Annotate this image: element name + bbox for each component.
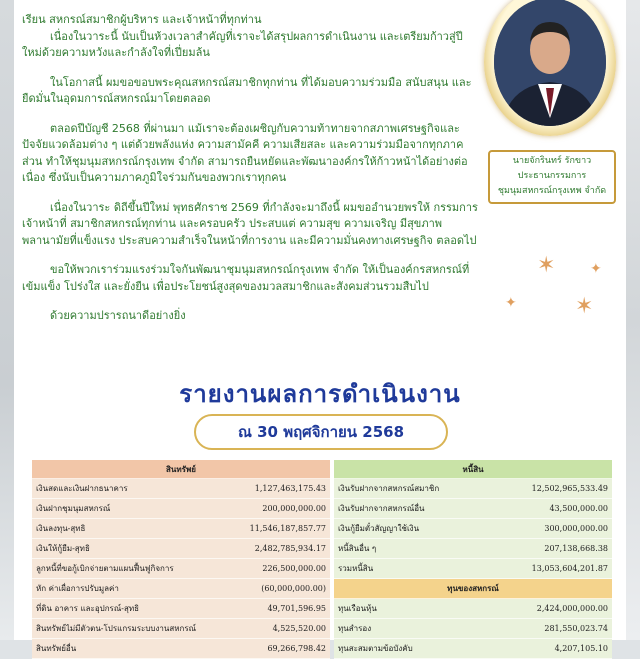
letter-paragraph: ขอให้พวกเราร่วมแรงร่วมใจกันพัฒนาชุมนุมสหกรณ์กรุงเทพ จำกัด ให้เป็นองค์กรสหกรณ์ที่ เข้มแข็ง โปร่งใส และยั่งยืน เพื่อประโยชน์สูงสุดของมวลสมาชิกและสังคมส่วนรวมสืบไป (22, 263, 470, 293)
letter-paragraph: เนื่องในวาระ ดิถีขึ้นปีใหม่ พุทธศักราช 2569 ที่กำลังจะมาถึงนี้ ผมขออำนวยพรให้ กรรมการ เจ้าหน้าที่ สมาชิกสหกรณ์ทุกท่าน และครอบครัว ประสบแต่ ความสุข ความเจริญ มีสุขภาพพลานามัยที่แข็งแรง ประสบความสำเร็จในหน้าที่การงาน และมีความมั่นคงทางเศรษฐกิจ ตลอดไป (22, 200, 478, 247)
letter-greeting: เรียน สหกรณ์สมาชิกผู้บริหาร และเจ้าหน้าที่ทุกท่าน (22, 13, 262, 26)
liabilities-header: หนี้สิน (334, 460, 612, 479)
letter-body (22, 12, 482, 338)
letter-closing: ด้วยความปรารถนาดีอย่างยิ่ง (50, 309, 186, 322)
chairman-name: นายจักรินทร์ รักขาว (512, 156, 592, 166)
table-row: เงินรับฝากจากสหกรณ์อื่น 43,500,000.00 (334, 499, 612, 519)
portrait-caption (488, 150, 616, 204)
table-row: เงินรับฝากจากสหกรณ์สมาชิก 12,502,965,533.49 (334, 479, 612, 499)
report-title: รายงานผลการดำเนินงาน (179, 380, 461, 408)
report-date: ณ 30 พฤศจิกายน 2568 (194, 414, 448, 450)
letter-paragraph: เนื่องในวาระนี้ นับเป็นห้วงเวลาสำคัญที่เราจะได้สรุปผลการดำเนินงาน และเตรียมก้าวสู่ปีใหม่ด้วยความหวังและกำลังใจที่เปี่ยมล้น (22, 29, 463, 59)
sparkle-icon: ✦ (590, 261, 602, 277)
table-row: เงินลงทุน-สุทธิ 11,546,187,857.77 (32, 519, 330, 539)
organization-name: ชุมนุมสหกรณ์กรุงเทพ จำกัด (497, 186, 607, 196)
table-row: เงินให้กู้ยืม-สุทธิ 2,482,785,934.17 (32, 539, 330, 559)
equity-header: ทุนของสหกรณ์ (334, 579, 612, 599)
sparkle-icon: ✦ (505, 295, 517, 311)
table-row: สินทรัพย์อื่น 69,266,798.42 (32, 639, 330, 659)
assets-header: สินทรัพย์ (32, 460, 330, 479)
table-row: ทุนสะสมตามข้อบังคับ 4,207,105.10 (334, 639, 612, 659)
table-row: หัก ค่าเผื่อการปรับมูลค่า (60,000,000.00) (32, 579, 330, 599)
table-row: เงินฝากชุมนุมสหกรณ์ 200,000,000.00 (32, 499, 330, 519)
table-row: ทุนสำรอง 281,550,023.74 (334, 619, 612, 639)
letter-paragraph: ตลอดปีบัญชี 2568 ที่ผ่านมา แม้เราจะต้องเผชิญกับความท้าทายจากสภาพเศรษฐกิจและปัจจัยแวดล้อมต่าง ๆ แต่ด้วยพลังแห่ง ความสามัคคี ความเสียสละ และความร่วมมือจากทุกภาคส่วน ทำให้ชุมนุมสหกรณ์กรุงเทพ จำกัด สามารถยืนหยัดและพัฒนาองค์กรให้ก้าวหน้าได้อย่างต่อเนื่อง ซึ่งนับเป็นความภาคภูมิใจร่วมกันของพวกเราทุกคน (22, 121, 468, 184)
sparkle-icon: ✶ (537, 253, 556, 278)
table-row: สินทรัพย์ไม่มีตัวตน-โปรแกรมระบบงานสหกรณ์ 4,525,520.00 (32, 619, 330, 639)
table-row: ทุนเรือนหุ้น 2,424,000,000.00 (334, 599, 612, 619)
table-row: เงินกู้ยืมตั๋วสัญญาใช้เงิน 300,000,000.00 (334, 519, 612, 539)
sparkle-icon: ✶ (575, 294, 594, 319)
letter-paragraph: ในโอกาสนี้ ผมขอขอบพระคุณสหกรณ์สมาชิกทุกท่าน ที่ได้มอบความร่วมมือ สนับสนุน และยืดมั่นในอุดมการณ์สหกรณ์มาโดยตลอด (22, 75, 472, 105)
table-row: หนี้สินอื่น ๆ 207,138,668.38 (334, 539, 612, 559)
assets-table (32, 460, 330, 659)
portrait-frame (478, 0, 626, 140)
table-row: ลูกหนี้ที่ขอกู้เบิกจ่ายตามแผนฟื้นฟูกิจการ 226,500,000.00 (32, 559, 330, 579)
table-row: รวมหนี้สิน 13,053,604,201.87 (334, 559, 612, 579)
table-row: ที่ดิน อาคาร และอุปกรณ์-สุทธิ 49,701,596.95 (32, 599, 330, 619)
liabilities-table (334, 460, 612, 659)
portrait-photo (494, 0, 606, 126)
table-row: เงินสดและเงินฝากธนาคาร 1,127,463,175.43 (32, 479, 330, 499)
chairman-position: ประธานกรรมการ (517, 171, 587, 181)
